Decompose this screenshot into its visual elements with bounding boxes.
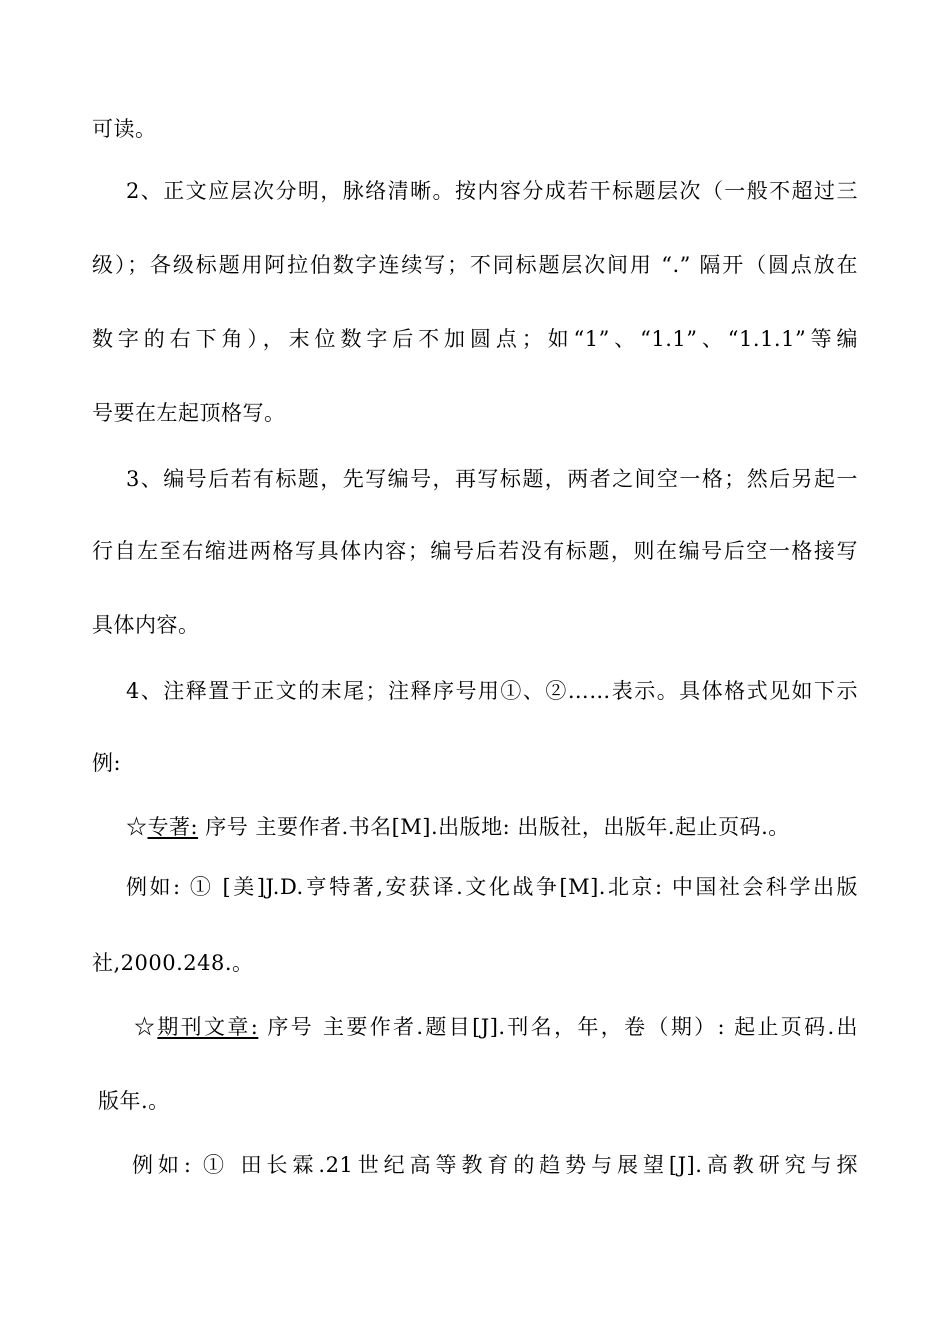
journal-example-line: 例如: ① 田长霖.21世纪高等教育的趋势与展望[J].高教研究与探 (132, 1153, 858, 1177)
monograph-example-line: 例如: ① [美]J.D.亨特著,安获译.文化战争[M].北京: 中国社会科学出版 (126, 875, 858, 899)
journal-format: 序号 主要作者.题目[J].刊名，年，卷（期）: 起止页码.出 (267, 1015, 858, 1039)
paragraph-line: 4、注释置于正文的末尾；注释序号用①、②……表示。具体格式见如下示 (126, 679, 858, 703)
star-icon: ☆ (126, 815, 148, 839)
paragraph-line: 3、编号后若有标题，先写编号，再写标题，两者之间空一格；然后另起一 (126, 467, 858, 491)
paragraph-line: 数字的右下角），末位数字后不加圆点；如“1”、“1.1”、“1.1.1”等编 (92, 327, 858, 351)
paragraph-line: 具体内容。 (92, 613, 200, 637)
journal-format-line (134, 1012, 858, 1042)
paragraph-line: 级）；各级标题用阿拉伯数字连续写；不同标题层次间用 “.” 隔开（圆点放在 (92, 253, 858, 277)
paragraph-line: 例: (92, 751, 122, 775)
paragraph-line: 2、正文应层次分明，脉络清晰。按内容分成若干标题层次（一般不超过三 (126, 179, 858, 203)
star-icon: ☆ (134, 1015, 158, 1039)
journal-label: 期刊文章: (157, 1015, 259, 1039)
monograph-label: 专著: (147, 815, 199, 839)
monograph-format-line (126, 812, 858, 842)
paragraph-line: 行自左至右缩进两格写具体内容；编号后若没有标题，则在编号后空一格接写 (92, 539, 858, 563)
paragraph-line: 号要在左起顶格写。 (92, 401, 286, 425)
monograph-example-line: 社,2000.248.。 (92, 951, 254, 975)
monograph-format: 序号 主要作者.书名[M].出版地: 出版社，出版年.起止页码.。 (205, 815, 790, 839)
paragraph-line: 可读。 (92, 117, 157, 141)
journal-format-line: 版年.。 (98, 1089, 170, 1113)
